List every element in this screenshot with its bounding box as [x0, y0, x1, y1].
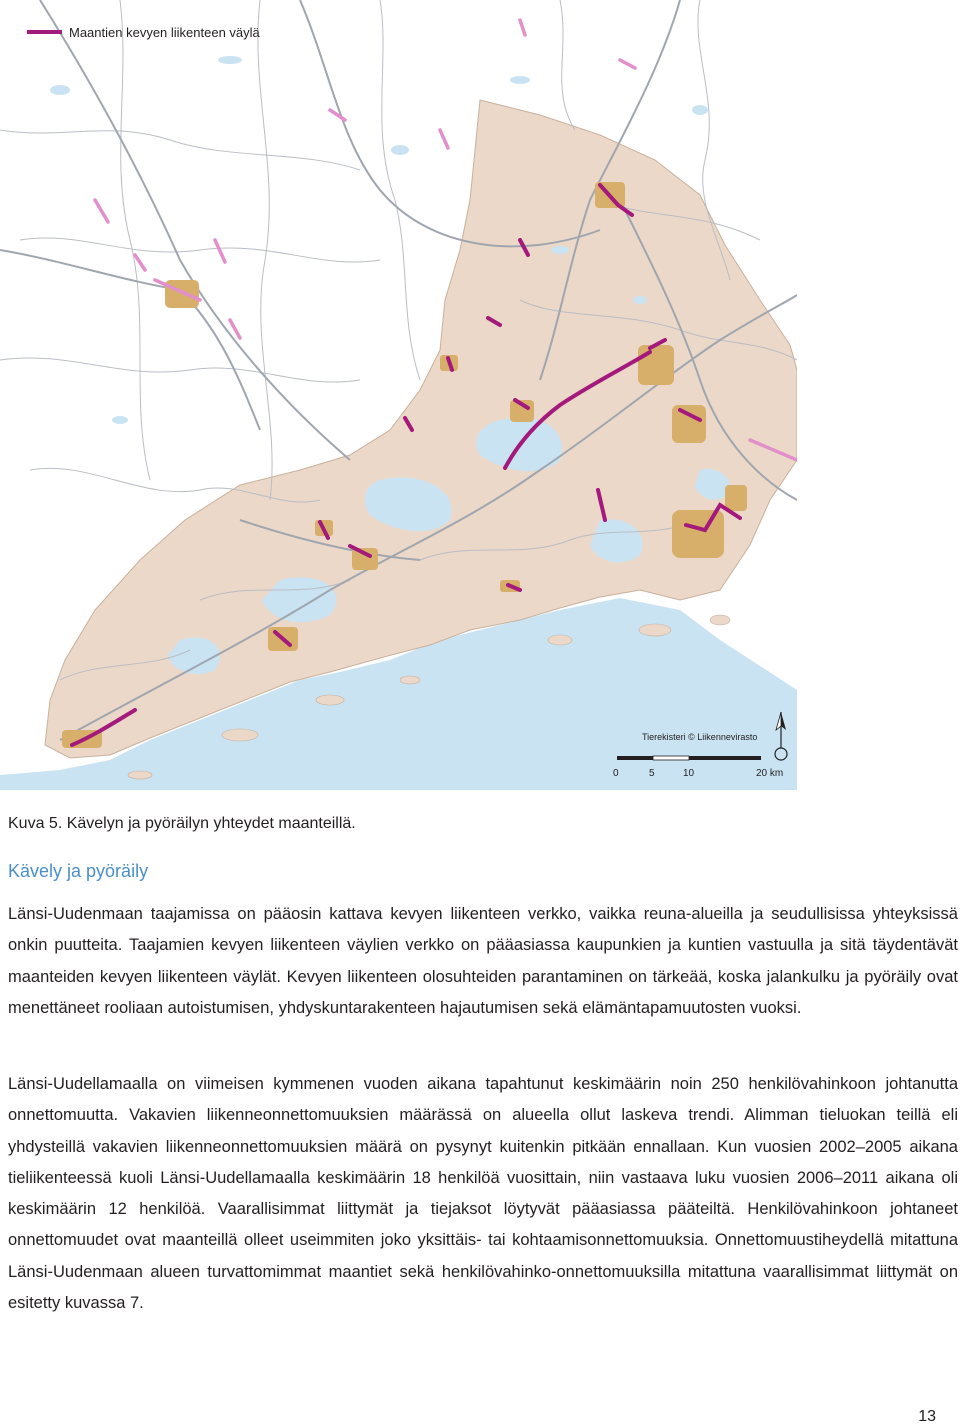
map-figure [0, 0, 797, 790]
map-source: Tierekisteri © Liikennevirasto [642, 732, 758, 742]
legend-label: Maantien kevyen liikenteen väylä [69, 25, 260, 40]
map-svg [0, 0, 797, 790]
paragraph-2: Länsi-Uudellamaalla on viimeisen kymmenen vuoden aikana tapahtunut keskimäärin noin 250 henkilövahinkoon johtanutta onnettomuutta. Vakavien liikenneonnettomuuksien määrässä on alueella ollut laskeva trendi. Alimman tieluokan teillä eli yhdysteillä vakavien liikenneonnettomuuksien määrä on pysynyt kuitenkin pitkään ennallaan. Kun vuosien 2002–2005 aikana tieliikenteessä kuoli Länsi-Uudellamaalla keskimäärin 18 henkilöä vuosittain, niin vastaava luku vuosien 2006–2011 aikana oli keskimäärin 12 henkilöä. Vaarallisimmat liittymät ja tiejaksot löytyvät pääasiassa pääteiltä. Henkilövahinkoon johtaneet onnettomuudet ovat maanteillä olleet useimmiten joko yksittäis- tai kohtaamisonnettomuuksia. Onnettomuustiheydellä mitattuna Länsi-Uudenmaan alueen turvattomimmat maantiet sekä henkilövahinko-onnettomuuksilla mitattuna vaarallisimmat liittymät on esitetty kuvassa 7. [8, 1075, 958, 1313]
scale-label-20: 20 km [756, 768, 784, 779]
scale-label-5: 5 [649, 768, 655, 779]
paragraph-1: Länsi-Uudenmaan taajamissa on pääosin kattava kevyen liikenteen verkko, vaikka reuna-alueilla ja seudullisissa yhteyksissä onkin puutteita. Taajamien kevyen liikenteen väylien verkko on pääasiassa kaupunkien ja kuntien vastuulla ja sitä täydentävät maanteiden kevyen liikenteen väylät. Kevyen liikenteen olosuhteiden parantaminen on tärkeää, koska jalankulku ja pyöräily ovat menettäneet rooliaan autoistumisen, yhdyskuntarakenteen hajautumisen sekä elämäntapamuutosten vuoksi. [8, 905, 958, 1017]
scale-label-10: 10 [683, 768, 695, 779]
page-number: 13 [918, 1408, 936, 1425]
scale-label-0: 0 [613, 768, 619, 779]
section-heading: Kävely ja pyöräily [8, 861, 149, 881]
figure-caption: Kuva 5. Kävelyn ja pyöräilyn yhteydet maanteillä. [8, 815, 356, 832]
